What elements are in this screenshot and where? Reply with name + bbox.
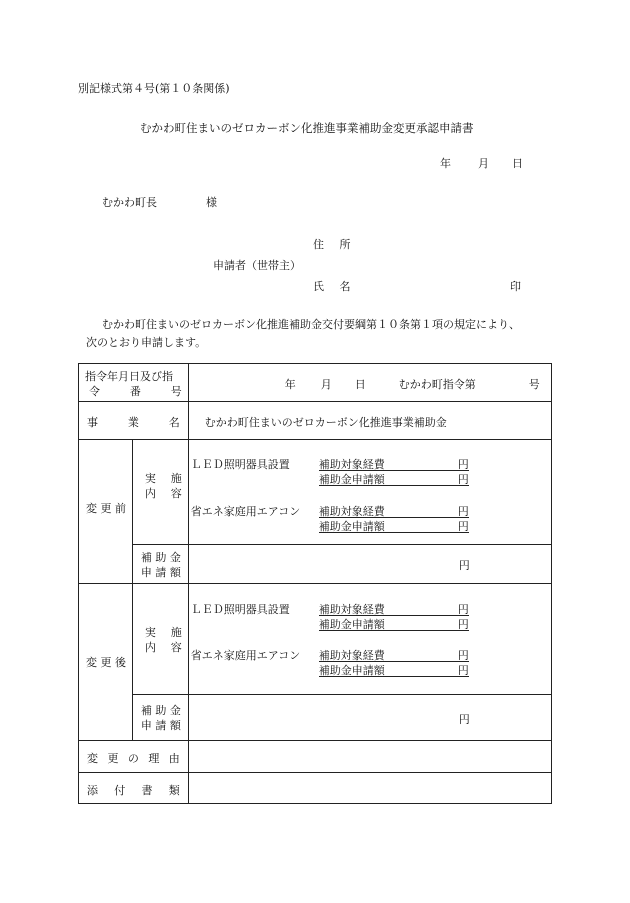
before-subsidy-label-cell [132, 545, 188, 584]
project-value-cell [188, 402, 551, 440]
table-row [79, 695, 552, 741]
project-label-char: 名 [168, 416, 180, 429]
reason-label [87, 750, 180, 766]
date-day: 日 [512, 157, 523, 170]
after-item2: 省エネ家庭用エアコン [190, 649, 301, 662]
before-impl-label-2 [145, 485, 182, 501]
underline [319, 532, 469, 533]
after-label: 変 更 後 [86, 656, 126, 669]
order-label-line2 [89, 383, 182, 399]
yen-unit: 円 [458, 713, 470, 726]
addressee-name: むかわ町長 [102, 196, 157, 209]
label-char: 施 [170, 626, 182, 639]
attachments-label [87, 782, 180, 798]
apply-label: 補助金申請額 [318, 618, 385, 631]
reason-label-char: 由 [168, 752, 180, 765]
reason-label-char: 理 [148, 752, 160, 765]
order-day: 日 [354, 378, 366, 391]
attachments-label-char: 付 [114, 784, 126, 797]
after-subsidy-value-cell [188, 695, 551, 741]
order-label-char: 番 [129, 385, 141, 398]
attachments-value-cell [188, 773, 551, 804]
order-label-line1: 指令年月日及び指 [85, 370, 173, 383]
yen-unit: 円 [457, 618, 469, 631]
before-label-cell [79, 440, 133, 584]
before-item2-apply-line [319, 518, 469, 534]
after-subsidy-label-cell [132, 695, 188, 741]
application-form-table [78, 363, 552, 804]
order-label-char: 号 [170, 385, 182, 398]
date-year: 年 [440, 157, 451, 170]
after-item2-apply-line [319, 662, 469, 678]
label-char: 実 [144, 626, 156, 639]
reason-label-char: の [127, 752, 139, 765]
body-text-line1: むかわ町住まいのゼロカーボン化推進補助金交付要綱第１０条第１項の規定により、 [102, 318, 520, 331]
yen-unit: 円 [457, 520, 469, 533]
yen-unit: 円 [457, 664, 469, 677]
table-row [79, 440, 552, 545]
order-month: 月 [320, 378, 332, 391]
after-label-cell [79, 584, 133, 741]
seal-mark: 印 [510, 280, 521, 293]
project-label [87, 414, 180, 430]
reason-value-cell [188, 741, 551, 773]
before-item2: 省エネ家庭用エアコン [190, 505, 301, 518]
yen-unit: 円 [457, 458, 469, 471]
cost-label: 補助対象経費 [318, 505, 385, 518]
order-label-cell [79, 364, 189, 402]
table-row [79, 364, 552, 402]
before-item2-cost-line [319, 503, 469, 519]
after-item1-cost-line [319, 601, 469, 617]
body-text-line2: 次のとおり申請します。 [86, 336, 207, 349]
yen-unit: 円 [458, 559, 470, 572]
label-char: 容 [170, 641, 182, 654]
attachments-label-char: 書 [141, 784, 153, 797]
table-row [79, 545, 552, 584]
underline [319, 676, 469, 677]
reason-label-char: 更 [107, 752, 119, 765]
before-item1-apply-line [319, 471, 469, 487]
form-number: 別記様式第４号(第１０条関係) [78, 82, 230, 95]
table-row [79, 584, 552, 695]
after-item2-cost-line [319, 647, 469, 663]
label-char: 実 [144, 472, 156, 485]
before-impl-value-cell [188, 440, 551, 545]
project-label-char: 業 [127, 416, 139, 429]
before-impl-label-1 [145, 470, 182, 486]
project-label-char: 事 [87, 416, 98, 429]
apply-label: 補助金申請額 [318, 520, 385, 533]
label-char: 内 [144, 641, 156, 654]
date-month: 月 [478, 157, 489, 170]
label-char: 内 [144, 487, 156, 500]
cost-label: 補助対象経費 [318, 649, 385, 662]
before-item1-cost-line [319, 456, 469, 472]
addressee-honorific: 様 [206, 196, 217, 209]
table-row [79, 741, 552, 773]
project-name: むかわ町住まいのゼロカーボン化推進事業補助金 [204, 416, 447, 429]
before-subsidy-value-cell [188, 545, 551, 584]
attachments-label-cell [79, 773, 189, 804]
project-label-cell [79, 402, 189, 440]
apply-label: 補助金申請額 [318, 664, 385, 677]
label-char: 容 [170, 487, 182, 500]
reason-label-char: 変 [87, 752, 98, 765]
applicant-role-label: 申請者（世帯主） [213, 259, 301, 272]
reason-label-cell [79, 741, 189, 773]
underline [319, 630, 469, 631]
after-item1: ＬＥＤ照明器具設置 [190, 603, 290, 616]
after-item1-apply-line [319, 616, 469, 632]
cost-label: 補助対象経費 [318, 603, 385, 616]
yen-unit: 円 [457, 603, 469, 616]
before-subsidy-label-2: 申 請 額 [140, 566, 181, 579]
order-command-prefix: むかわ町指令第 [398, 378, 476, 391]
before-label: 変 更 前 [86, 502, 126, 515]
label-char: 施 [170, 472, 182, 485]
after-impl-label-2 [145, 639, 182, 655]
yen-unit: 円 [457, 505, 469, 518]
apply-label: 補助金申請額 [318, 473, 385, 486]
table-row [79, 402, 552, 440]
underline [319, 485, 469, 486]
yen-unit: 円 [457, 649, 469, 662]
order-value-cell [188, 364, 551, 402]
before-impl-label-cell [132, 440, 188, 545]
order-number-suffix: 号 [528, 378, 540, 391]
attachments-label-char: 類 [168, 784, 180, 797]
document-title: むかわ町住まいのゼロカーボン化推進事業補助金変更承認申請書 [140, 121, 474, 135]
after-impl-label-1 [145, 624, 182, 640]
table-row [79, 773, 552, 804]
after-impl-label-cell [132, 584, 188, 695]
address-label: 住 所 [313, 238, 357, 251]
cost-label: 補助対象経費 [318, 458, 385, 471]
name-label: 氏 名 [313, 280, 357, 293]
before-subsidy-label-1: 補 助 金 [140, 551, 181, 564]
yen-unit: 円 [457, 473, 469, 486]
before-item1: ＬＥＤ照明器具設置 [190, 458, 290, 471]
attachments-label-char: 添 [87, 784, 98, 797]
order-year: 年 [284, 378, 296, 391]
after-impl-value-cell [188, 584, 551, 695]
after-subsidy-label-2: 申 請 額 [140, 719, 181, 732]
order-label-char: 令 [89, 385, 100, 398]
after-subsidy-label-1: 補 助 金 [140, 704, 181, 717]
